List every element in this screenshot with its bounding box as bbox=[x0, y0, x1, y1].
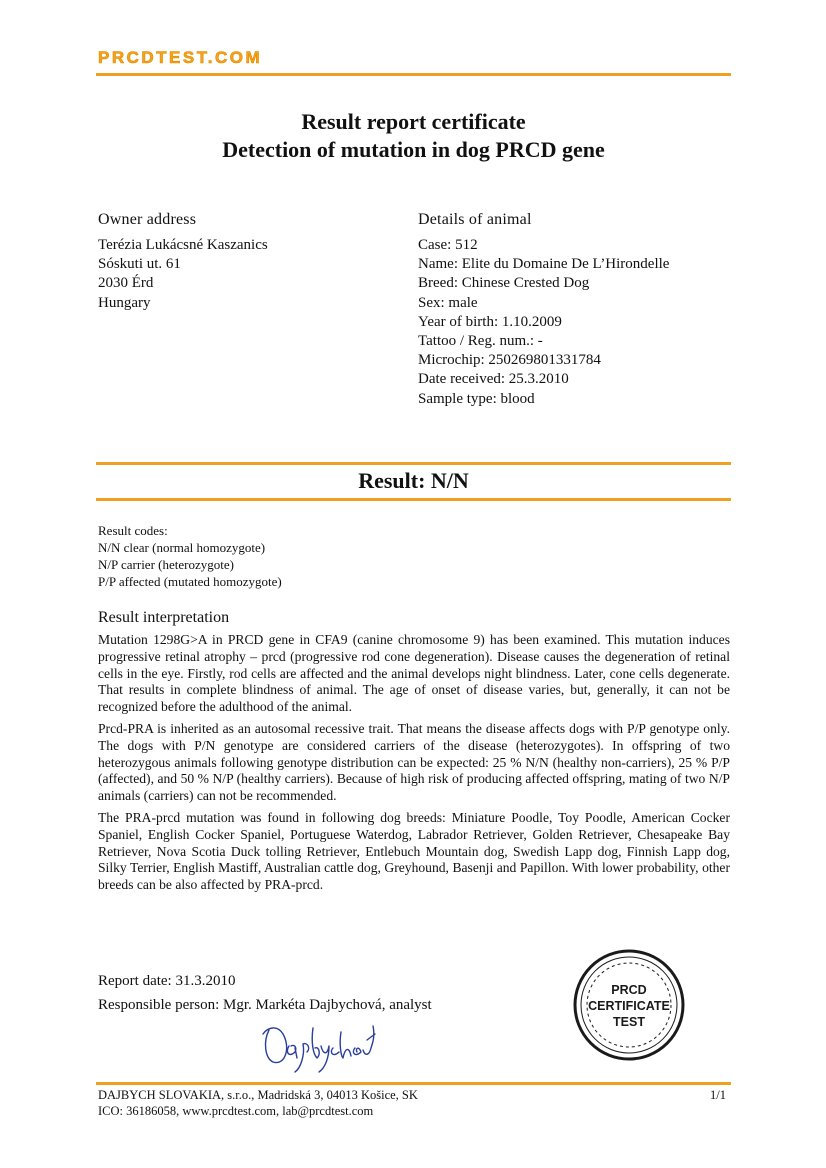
certificate-stamp bbox=[572, 948, 686, 1062]
interpretation-heading: Result interpretation bbox=[98, 609, 230, 626]
animal-line: Sample type: blood bbox=[418, 390, 535, 407]
animal-section bbox=[418, 211, 728, 409]
page-title: Result report certificate bbox=[301, 109, 526, 134]
animal-line: Case: 512 bbox=[418, 237, 478, 253]
responsible-person: Responsible person: Mgr. Markéta Dajbychová, analyst bbox=[98, 997, 432, 1013]
animal-line: Year of birth: 1.10.2009 bbox=[418, 313, 562, 330]
owner-line: Hungary bbox=[98, 294, 151, 311]
logo-text: PRCDTEST.COM bbox=[98, 48, 263, 67]
report-date: Report date: 31.3.2010 bbox=[98, 973, 236, 989]
footer-rule bbox=[96, 1082, 731, 1085]
header-rule bbox=[96, 73, 731, 76]
owner-line: Sóskuti ut. 61 bbox=[98, 256, 181, 273]
owner-heading: Owner address bbox=[98, 211, 197, 228]
animal-line: Date received: 25.3.2010 bbox=[418, 371, 569, 388]
page-number: 1/1 bbox=[710, 1088, 726, 1102]
result-code-line: N/P carrier (heterozygote) bbox=[98, 557, 234, 572]
footer-contact: ICO: 36186058, www.prcdtest.com, lab@prcdtest.com bbox=[98, 1104, 374, 1118]
interpretation-paragraph: Mutation 1298G>A in PRCD gene in CFA9 (canine chromosome 9) has been examined. This mutation induces progressive retinal atrophy – prcd (progressive rod cone degeneration). Disease causes the degeneration of retinal cells in the eye. Firstly, rod cells are affected and the animal develops night blindness. Later, cone cells degenerate. That results in complete blindness of animal. The age of onset of disease varies, but, generally, it can not be recognized before the adulthood of the animal. bbox=[98, 632, 730, 715]
stamp-line: PRCD bbox=[611, 983, 647, 997]
result-code-line: N/N clear (normal homozygote) bbox=[98, 540, 266, 555]
owner-line: 2030 Érd bbox=[98, 275, 154, 292]
interpretation-paragraph: Prcd-PRA is inherited as an autosomal recessive trait. That means the disease affects dogs with P/P genotype only. The dogs with P/N genotype are considered carriers of the disease (heterozygotes). In offspring of two heterozygous animals following genotype distribution can be expected: 25 % N/N (healthy non-carriers), 25 % P/P (affected), and 50 % N/P (healthy carriers). Because of high risk of producing affected offspring, mating of two N/P animals (carriers) can not be recommended. bbox=[98, 720, 730, 804]
stamp-line: TEST bbox=[613, 1015, 645, 1029]
stamp-line: CERTIFICATE bbox=[588, 999, 670, 1013]
result-codes bbox=[98, 522, 498, 590]
result-rule-top bbox=[96, 462, 731, 465]
result-value: Result: N/N bbox=[358, 468, 469, 493]
animal-heading: Details of animal bbox=[418, 211, 532, 228]
animal-line: Breed: Chinese Crested Dog bbox=[418, 275, 590, 292]
interpretation-body bbox=[98, 632, 730, 899]
interpretation-paragraph: The PRA-prcd mutation was found in following dog breeds: Miniature Poodle, Toy Poodle, American Cocker Spaniel, English Cocker Spaniel, Portuguese Waterdog, Labrador Retriever, Golden Retriever, Chesapeake Bay Retriever, Nova Scotia Duck tolling Retriever, Entlebuch Mountain dog, Swedish Lapp dog, Finnish Lapp dog, Silky Terrier, English Mastiff, Australian cattle dog, Greyhound, Basenji and Papillon. With lower probability, other breeds can be also affected by PRA-prcd. bbox=[98, 809, 730, 893]
animal-line: Microchip: 250269801331784 bbox=[418, 352, 601, 369]
page-subtitle: Detection of mutation in dog PRCD gene bbox=[222, 137, 605, 162]
footer-address: DAJBYCH SLOVAKIA, s.r.o., Madridská 3, 04013 Košice, SK bbox=[98, 1088, 418, 1102]
result-code-line: P/P affected (mutated homozygote) bbox=[98, 574, 282, 589]
animal-line: Name: Elite du Domaine De L’Hirondelle bbox=[418, 256, 670, 273]
signature-image bbox=[255, 1018, 385, 1074]
owner-line: Terézia Lukácsné Kaszanics bbox=[98, 237, 268, 253]
owner-section bbox=[98, 211, 398, 313]
animal-line: Tattoo / Reg. num.: - bbox=[418, 333, 543, 350]
animal-line: Sex: male bbox=[418, 294, 478, 311]
result-rule-bottom bbox=[96, 498, 731, 501]
result-code-line: Result codes: bbox=[98, 523, 168, 538]
